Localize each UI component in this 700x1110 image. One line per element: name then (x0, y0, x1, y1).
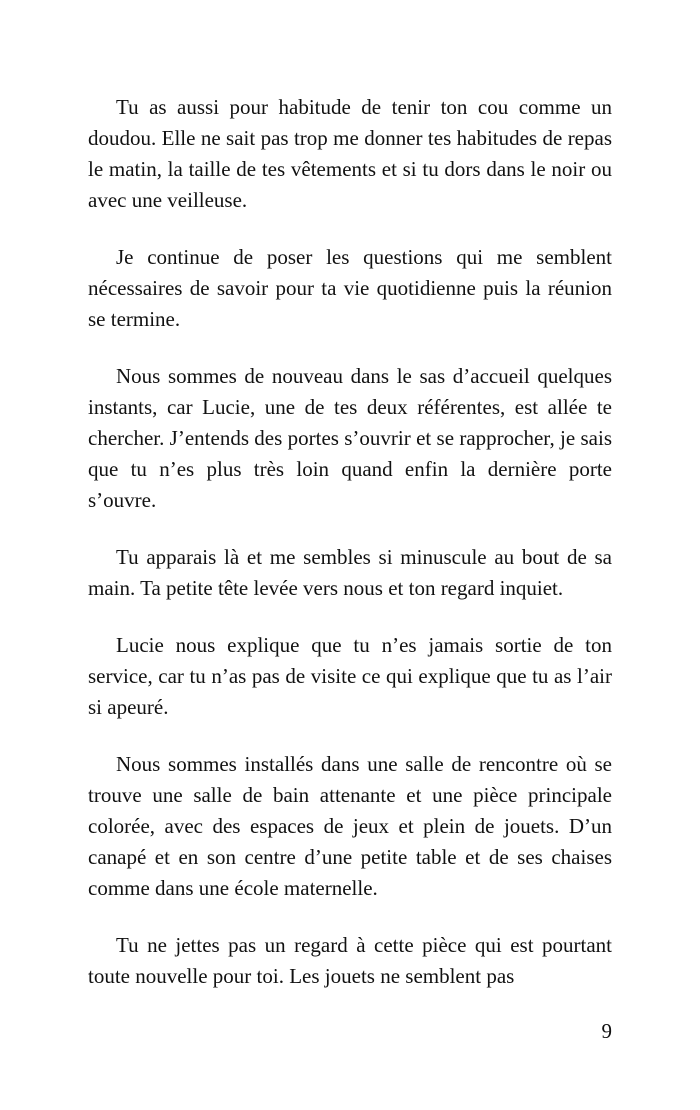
paragraph: Tu as aussi pour habitude de tenir ton cou comme un doudou. Elle ne sait pas trop me donner tes habitudes de repas le matin, la taille de tes vêtements et si tu dors dans le noir ou avec une veilleuse. (88, 95, 612, 212)
paragraph: Nous sommes de nouveau dans le sas d’accueil quelques instants, car Lucie, une de tes deux référentes, est allée te chercher. J’entends des portes s’ouvrir et se rapprocher, je sais que tu n’es plus très loin quand enfin la dernière porte s’ouvre. (88, 364, 612, 512)
page-number: 9 (601, 1019, 612, 1043)
paragraph: Tu apparais là et me sembles si minuscule au bout de sa main. Ta petite tête levée vers nous et ton regard inquiet. (88, 545, 612, 600)
paragraph: Tu ne jettes pas un regard à cette pièce qui est pourtant toute nouvelle pour toi. Les jouets ne semblent pas (88, 933, 612, 988)
paragraph: Nous sommes installés dans une salle de rencontre où se trouve une salle de bain attenante et une pièce principale colorée, avec des espaces de jeux et plein de jouets. D’un canapé et en son centre d’une petite table et de ses chaises comme dans une école maternelle. (88, 752, 612, 900)
paragraph: Je continue de poser les questions qui me semblent nécessaires de savoir pour ta vie quotidienne puis la réunion se termine. (88, 245, 612, 331)
paragraph: Lucie nous explique que tu n’es jamais sortie de ton service, car tu n’as pas de visite ce qui explique que tu as l’air si apeuré. (88, 633, 612, 719)
body-text (88, 92, 612, 1018)
